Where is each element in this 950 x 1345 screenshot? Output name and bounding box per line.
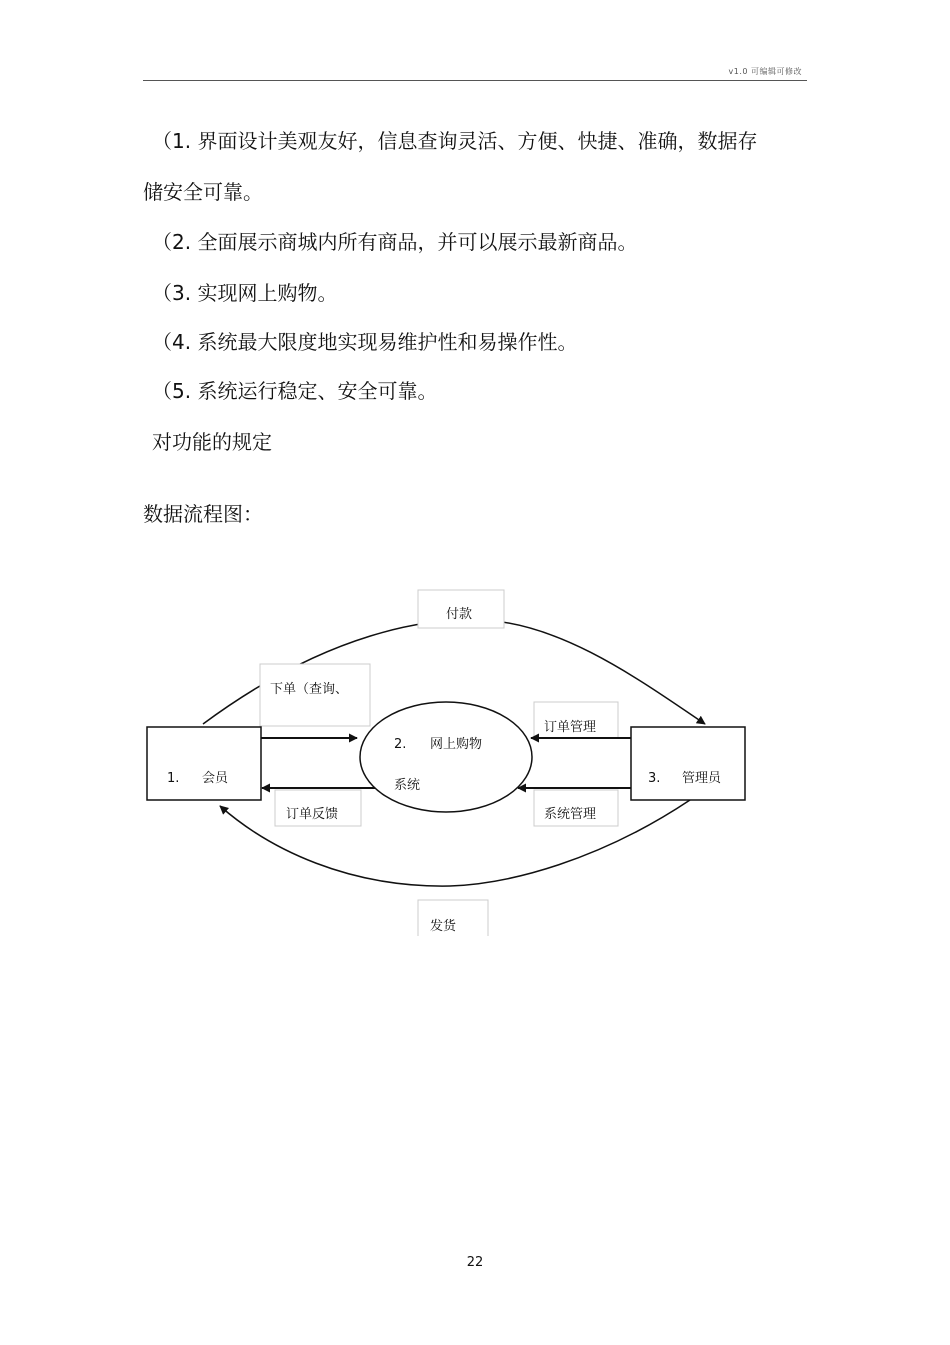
diagram-heading: 数据流程图： [143,502,263,526]
requirement-item-2: （2. 全面展示商城内所有商品，并可以展示最新商品。 [152,230,638,254]
requirement-item-3: （3. 实现网上购物。 [152,281,338,305]
header-note: v1.0 可编辑可修改 [728,67,802,76]
flow-label-shipping: 发货 [430,919,457,934]
requirement-item-1: （1. 界面设计美观友好，信息查询灵活、方便、快捷、准确，数据存 [152,129,758,153]
section-heading-functions: 对功能的规定 [152,430,272,454]
entity-member-number: 1. [167,771,180,786]
entity-admin-box [631,727,745,800]
entity-member-box [147,727,261,800]
process-label-line2: 系统 [394,778,421,793]
flow-label-order: 下单（查询、 [270,682,349,697]
entity-admin-label: 管理员 [682,771,722,786]
flow-label-payment: 付款 [446,607,473,622]
entity-member-label: 会员 [202,771,229,786]
requirement-item-4: （4. 系统最大限度地实现易维护性和易操作性。 [152,330,578,354]
page-number: 22 [466,1255,484,1270]
process-number: 2. [394,737,407,752]
flow-label-system-manage: 系统管理 [544,807,597,822]
requirement-item-5: （5. 系统运行稳定、安全可靠。 [152,379,438,403]
flow-label-order-manage: 订单管理 [544,720,597,735]
entity-admin-number: 3. [648,771,661,786]
process-label-line1: 网上购物 [430,737,483,752]
flow-label-order-feedback: 订单反馈 [286,807,339,822]
requirement-item-1-continued: 储安全可靠。 [143,180,263,204]
process-shopping-system [360,702,532,812]
